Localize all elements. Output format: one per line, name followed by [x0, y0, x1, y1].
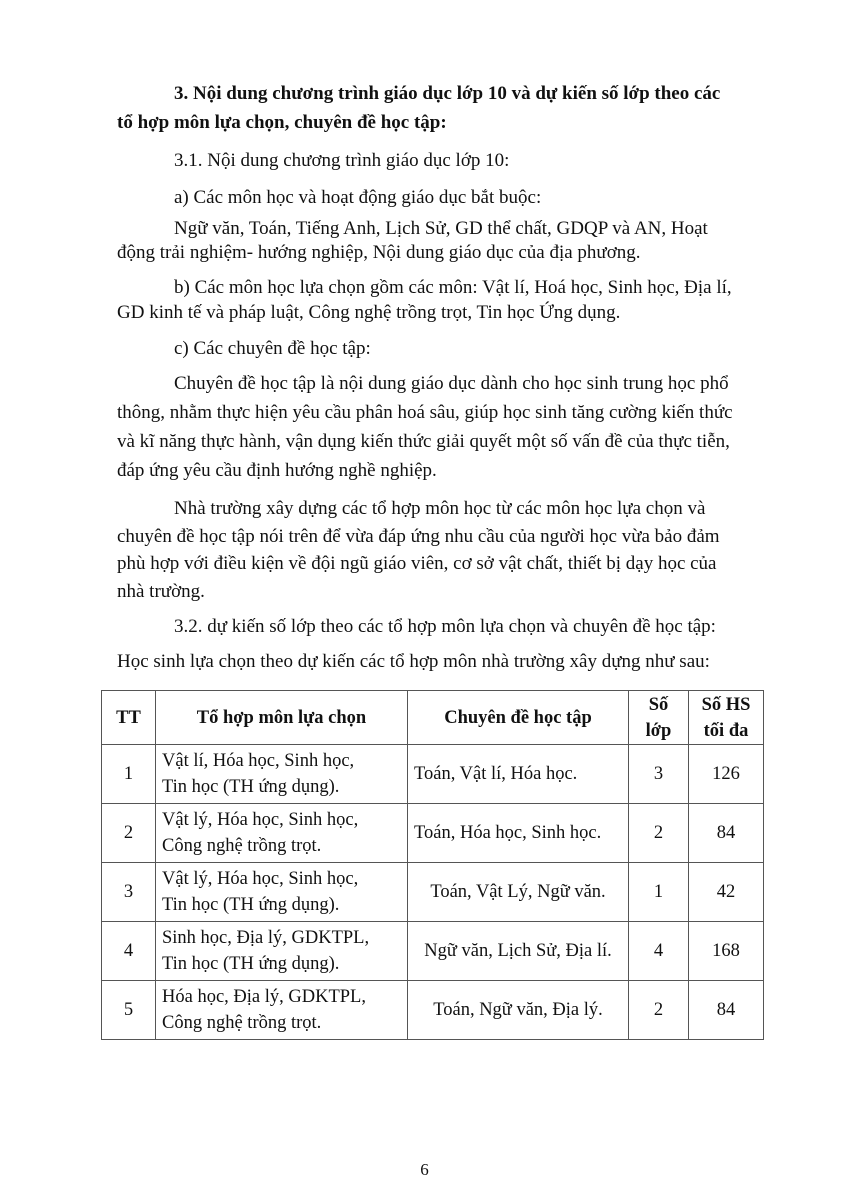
paragraph-line-3: phù hợp với điều kiện về đội ngũ giáo viên, cơ sở vật chất, thiết bị dạy học của: [117, 553, 717, 574]
cell-classes: 1: [629, 863, 689, 922]
table-row: [102, 863, 764, 922]
cell-topic: Ngữ văn, Lịch Sử, Địa lí.: [408, 922, 629, 981]
page-number: 6: [420, 1160, 429, 1179]
table-row: [102, 745, 764, 804]
cell-topic: Toán, Hóa học, Sinh học.: [408, 804, 629, 863]
item-a-line-2: động trải nghiệm- hướng nghiệp, Nội dung giáo dục của địa phương.: [117, 242, 641, 263]
item-b-line-2: GD kinh tế và pháp luật, Công nghệ trồng trọt, Tin học Ứng dụng.: [117, 302, 621, 323]
cell-combo: [156, 804, 408, 863]
cell-combo: [156, 863, 408, 922]
header-classes-line-1: Số: [648, 694, 669, 715]
cell-combo: [156, 981, 408, 1040]
cell-combo: [156, 922, 408, 981]
cell-tt: 5: [102, 981, 156, 1040]
cell-classes: 3: [629, 745, 689, 804]
cell-max-students: 126: [689, 745, 764, 804]
item-c-title: c) Các chuyên đề học tập:: [174, 338, 371, 359]
cell-tt: 2: [102, 804, 156, 863]
item-c-line-1: Chuyên đề học tập là nội dung giáo dục dành cho học sinh trung học phổ: [174, 373, 729, 394]
cell-combo-line-2: Tin học (TH ứng dụng).: [162, 777, 340, 797]
cell-max-students: 84: [689, 804, 764, 863]
cell-classes: 4: [629, 922, 689, 981]
cell-combo-line-1: Vật lý, Hóa học, Sinh học,: [162, 810, 359, 830]
header-combo: Tổ hợp môn lựa chọn: [156, 691, 408, 745]
header-topic: Chuyên đề học tập: [408, 691, 629, 745]
cell-combo-line-2: Tin học (TH ứng dụng).: [162, 954, 340, 974]
item-b-line-1: b) Các môn học lựa chọn gồm các môn: Vật lí, Hoá học, Sinh học, Địa lí,: [174, 277, 732, 298]
cell-max-students: 84: [689, 981, 764, 1040]
cell-tt: 3: [102, 863, 156, 922]
subsection-3-2-intro: Học sinh lựa chọn theo dự kiến các tổ hợp môn nhà trường xây dựng như sau:: [117, 651, 710, 672]
cell-tt: 4: [102, 922, 156, 981]
cell-classes: 2: [629, 981, 689, 1040]
header-tt: TT: [102, 691, 156, 745]
header-classes: [629, 691, 689, 745]
item-a-line-1: Ngữ văn, Toán, Tiếng Anh, Lịch Sử, GD thể chất, GDQP và AN, Hoạt: [174, 218, 708, 239]
paragraph-line-4: nhà trường.: [117, 581, 205, 602]
cell-tt: 1: [102, 745, 156, 804]
subject-combination-table: [101, 690, 764, 1040]
paragraph-line-1: Nhà trường xây dựng các tổ hợp môn học từ các môn học lựa chọn và: [174, 498, 706, 519]
table-row: [102, 804, 764, 863]
section-heading-line-1: 3. Nội dung chương trình giáo dục lớp 10 và dự kiến số lớp theo các: [174, 83, 721, 104]
cell-combo: [156, 745, 408, 804]
cell-topic: Toán, Vật lí, Hóa học.: [408, 745, 629, 804]
cell-combo-line-2: Công nghệ trồng trọt.: [162, 1013, 322, 1033]
item-c-line-3: và kĩ năng thực hành, vận dụng kiến thức giải quyết một số vấn đề của thực tiễn,: [117, 431, 730, 452]
cell-combo-line-1: Sinh học, Địa lý, GDKTPL,: [162, 928, 370, 948]
table-row: [102, 922, 764, 981]
table-row: [102, 981, 764, 1040]
header-classes-line-2: lớp: [645, 720, 672, 741]
paragraph-line-2: chuyên đề học tập nói trên để vừa đáp ứng nhu cầu của người học vừa bảo đảm: [117, 526, 720, 547]
cell-classes: 2: [629, 804, 689, 863]
cell-combo-line-1: Hóa học, Địa lý, GDKTPL,: [162, 987, 366, 1007]
header-max-line-1: Số HS: [701, 694, 751, 715]
cell-max-students: 42: [689, 863, 764, 922]
cell-combo-line-1: Vật lí, Hóa học, Sinh học,: [162, 751, 355, 771]
section-heading-line-2: tổ hợp môn lựa chọn, chuyên đề học tập:: [117, 112, 447, 133]
header-max-students: [689, 691, 764, 745]
cell-combo-line-1: Vật lý, Hóa học, Sinh học,: [162, 869, 359, 889]
subsection-3-2-title: 3.2. dự kiến số lớp theo các tổ hợp môn lựa chọn và chuyên đề học tập:: [174, 616, 716, 637]
table-header-row: [102, 691, 764, 745]
cell-topic: Toán, Ngữ văn, Địa lý.: [408, 981, 629, 1040]
cell-combo-line-2: Tin học (TH ứng dụng).: [162, 895, 340, 915]
cell-max-students: 168: [689, 922, 764, 981]
header-max-line-2: tối đa: [703, 720, 749, 741]
item-a-title: a) Các môn học và hoạt động giáo dục bắt buộc:: [174, 187, 542, 208]
item-c-line-2: thông, nhằm thực hiện yêu cầu phân hoá sâu, giúp học sinh tăng cường kiến thức: [117, 402, 733, 423]
subsection-3-1-title: 3.1. Nội dung chương trình giáo dục lớp 10:: [174, 150, 510, 171]
cell-topic: Toán, Vật Lý, Ngữ văn.: [408, 863, 629, 922]
item-c-line-4: đáp ứng yêu cầu định hướng nghề nghiệp.: [117, 460, 437, 481]
cell-combo-line-2: Công nghệ trồng trọt.: [162, 836, 322, 856]
